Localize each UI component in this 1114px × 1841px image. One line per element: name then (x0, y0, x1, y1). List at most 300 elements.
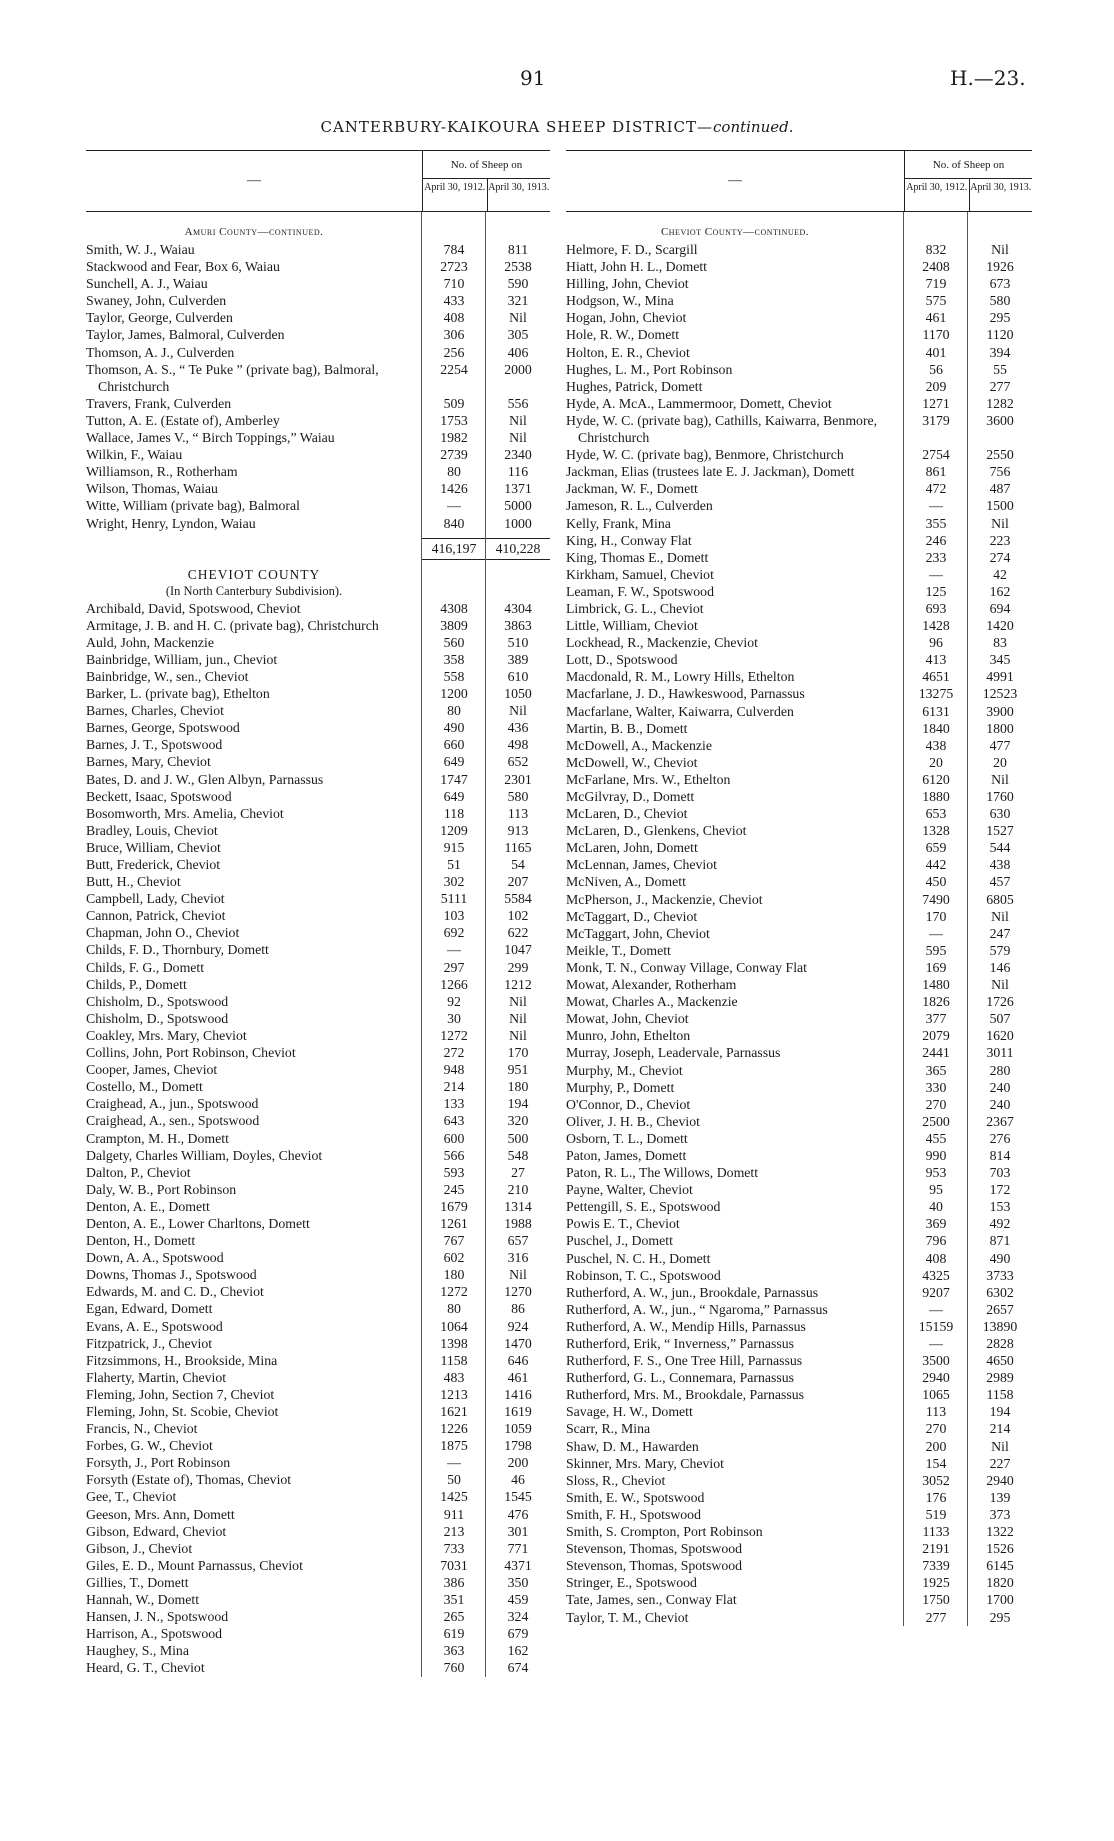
count-1912: 133 (443, 1096, 465, 1112)
table-row (566, 1557, 1032, 1574)
count-1913: Nil (509, 703, 527, 719)
owner-name: McGilvray, D., Domett (566, 789, 695, 804)
count-1912: 659 (925, 840, 947, 856)
count-1912: 796 (925, 1233, 947, 1249)
count-1912: 265 (443, 1609, 465, 1625)
count-1912: 3500 (922, 1353, 950, 1369)
count-1913: 394 (989, 344, 1011, 360)
count-1912: 595 (925, 942, 947, 958)
count-1913: 86 (511, 1301, 525, 1317)
table-row (566, 412, 1032, 446)
table-row (86, 702, 550, 719)
table-row (566, 1489, 1032, 1506)
owner-name: McDowell, A., Mackenzie (566, 737, 712, 753)
table-row (86, 1078, 550, 1095)
count-1913: 4991 (986, 669, 1014, 685)
document-reference: H.—23. (950, 66, 1026, 90)
table-row (86, 788, 550, 805)
table-row (86, 685, 550, 702)
count-1913: 46 (511, 1472, 525, 1488)
count-1913: 1820 (986, 1575, 1014, 1591)
count-1912: 450 (925, 874, 947, 890)
table-row (566, 1455, 1032, 1472)
owner-name: King, Thomas E., Domett (566, 549, 709, 565)
owner-name: Craighead, A., jun., Spotswood (86, 1096, 259, 1112)
count-1913: Nil (509, 993, 527, 1009)
count-1912: 30 (447, 1010, 461, 1026)
section-heading-amuri: Amuri County—continued. (184, 226, 324, 238)
owner-name: Costello, M., Domett (86, 1079, 203, 1095)
count-1913: 811 (507, 242, 529, 257)
table-row (566, 1506, 1032, 1523)
count-1913: 113 (507, 805, 529, 821)
count-1912: 270 (925, 1096, 947, 1112)
count-1913: Nil (509, 412, 527, 428)
table-row (86, 1027, 550, 1044)
owner-name: King, H., Conway Flat (566, 532, 692, 548)
owner-name: Wilkin, F., Waiau (86, 447, 183, 463)
count-1912: 490 (443, 720, 465, 736)
owner-name: Williamson, R., Rotherham (86, 464, 238, 480)
count-1912: 2723 (440, 259, 468, 275)
count-1912: 170 (925, 908, 947, 924)
table-row (86, 309, 550, 326)
count-1912: 103 (443, 908, 465, 924)
title-main: CANTERBURY-KAIKOURA SHEEP DISTRICT— (320, 118, 714, 136)
count-1913: 13890 (982, 1318, 1018, 1334)
count-1913: Nil (509, 1027, 527, 1043)
count-1913: 116 (507, 464, 529, 480)
count-1913: 476 (507, 1506, 529, 1522)
count-1912: 660 (443, 737, 465, 753)
table-row (566, 480, 1032, 497)
table-row (86, 839, 550, 856)
owner-name: McLaren, D., Glenkens, Cheviot (566, 823, 747, 839)
count-1913: 214 (989, 1421, 1011, 1437)
table-row (86, 634, 550, 651)
owner-name: Stackwood and Fear, Box 6, Waiau (86, 259, 280, 275)
count-1913: 227 (989, 1455, 1011, 1471)
count-1912: — (929, 566, 943, 582)
count-1913: 4304 (504, 600, 532, 616)
table-row (566, 942, 1032, 959)
owner-name: Hodgson, W., Mina (566, 293, 674, 309)
count-1912: — (929, 1336, 943, 1351)
count-1912: — (929, 925, 943, 941)
table-row (86, 1266, 550, 1283)
owner-name: Murphy, M., Cheviot (566, 1062, 683, 1078)
table-row (566, 446, 1032, 463)
count-1912: 233 (925, 549, 947, 565)
owner-name: Egan, Edward, Domett (86, 1301, 213, 1317)
table-row (86, 1506, 550, 1523)
table-row (566, 583, 1032, 600)
count-1912: 272 (443, 1045, 465, 1061)
count-1912: 2739 (440, 447, 468, 463)
count-1913: 630 (989, 806, 1011, 822)
table-row (566, 241, 1032, 258)
owner-name: Smith, E. W., Spotswood (566, 1489, 705, 1505)
count-1912: 1213 (440, 1386, 468, 1402)
count-1912: 1158 (440, 1352, 468, 1368)
table-row (566, 1284, 1032, 1301)
table-row (86, 1181, 550, 1198)
count-1913: 6805 (986, 891, 1014, 907)
count-1912: 256 (443, 344, 465, 360)
count-1912: 575 (925, 293, 947, 309)
table-row (86, 1318, 550, 1335)
header-dash: — (728, 173, 742, 188)
count-1912: 1428 (922, 618, 950, 634)
count-1912: 1266 (440, 976, 468, 992)
owner-name: Barnes, George, Spotswood (86, 720, 240, 736)
count-1912: 209 (925, 378, 947, 394)
table-row (566, 1044, 1032, 1061)
owner-name: Rutherford, Mrs. M., Brookdale, Parnassus (566, 1387, 804, 1403)
count-1913: 1470 (504, 1335, 532, 1351)
owner-name: Rutherford, F. S., One Tree Hill, Parnassus (566, 1353, 803, 1369)
owner-name: Savage, H. W., Domett (566, 1404, 693, 1420)
count-1912: 377 (925, 1011, 947, 1027)
owner-name: McLaren, D., Cheviot (566, 806, 688, 822)
count-1913: 180 (507, 1079, 529, 1095)
count-1912: 1226 (440, 1421, 468, 1437)
table-row (566, 771, 1032, 788)
owner-name: McFarlane, Mrs. W., Ethelton (566, 771, 731, 787)
owner-name: Taylor, George, Culverden (86, 310, 233, 326)
count-1912: 213 (443, 1523, 465, 1539)
count-1912: 593 (443, 1164, 465, 1180)
count-1912: 911 (443, 1506, 465, 1522)
count-1913: 1760 (986, 789, 1014, 804)
count-1912: 4651 (922, 669, 950, 685)
count-1912: 649 (443, 788, 465, 804)
count-1912: 408 (443, 310, 465, 326)
count-1912: 1840 (922, 720, 950, 736)
count-1913: 1700 (986, 1592, 1014, 1608)
column-1913-header: April 30, 1913. (969, 179, 1033, 211)
owner-name: Tate, James, sen., Conway Flat (566, 1592, 737, 1608)
left-table-body (86, 212, 550, 1677)
count-1913: 316 (507, 1250, 529, 1266)
count-1912: — (929, 1301, 943, 1317)
count-1912: 953 (925, 1165, 947, 1181)
table-row (566, 292, 1032, 309)
table-row (86, 446, 550, 463)
count-1912: 4308 (440, 600, 468, 616)
owner-name: Childs, F. D., Thornbury, Domett (86, 942, 269, 958)
table-row (566, 617, 1032, 634)
count-1912: 3179 (922, 412, 950, 428)
table-row (566, 720, 1032, 737)
owner-name: Osborn, T. L., Domett (566, 1130, 688, 1146)
count-1913: 350 (507, 1574, 529, 1590)
table-row (86, 275, 550, 292)
table-row (86, 326, 550, 343)
owner-name: Down, A. A., Spotswood (86, 1250, 224, 1266)
count-1913: 1322 (986, 1524, 1014, 1540)
table-row (566, 1574, 1032, 1591)
table-row (566, 1609, 1032, 1626)
owner-name: Bainbridge, W., sen., Cheviot (86, 668, 249, 684)
count-1913: 924 (507, 1318, 529, 1334)
owner-name: Cooper, James, Cheviot (86, 1062, 218, 1078)
owner-name: Helmore, F. D., Scargill (566, 242, 698, 257)
count-1913: 320 (507, 1113, 529, 1129)
count-1913: 590 (507, 276, 529, 292)
count-1913: 1270 (504, 1284, 532, 1300)
owner-name: Hughes, Patrick, Domett (566, 378, 703, 394)
count-1913: 580 (507, 788, 529, 804)
owner-name: Travers, Frank, Culverden (86, 395, 232, 411)
table-row (86, 1591, 550, 1608)
owner-name: Childs, P., Domett (86, 976, 187, 992)
count-1913: 247 (989, 925, 1011, 941)
count-1913: 498 (507, 737, 529, 753)
count-1913: Nil (509, 1267, 527, 1283)
count-1912: 840 (443, 515, 465, 531)
owner-name: Bradley, Louis, Cheviot (86, 822, 218, 838)
count-1913: 305 (507, 327, 529, 343)
count-1912: 990 (925, 1147, 947, 1163)
count-1913: 274 (989, 549, 1011, 565)
table-row (566, 668, 1032, 685)
count-1913: 492 (989, 1216, 1011, 1232)
count-1913: 3011 (986, 1045, 1014, 1061)
owner-name: Heard, G. T., Cheviot (86, 1660, 205, 1676)
count-1913: 146 (989, 959, 1011, 975)
count-1913: 27 (511, 1164, 525, 1180)
count-1913: 1500 (986, 498, 1014, 514)
owner-name: Wilson, Thomas, Waiau (86, 481, 218, 497)
count-1912: 509 (443, 395, 465, 411)
count-1912: 519 (925, 1506, 947, 1522)
owner-name: Thomson, A. S., “ Te Puke ” (private bag), Balmoral, Christchurch (86, 361, 379, 394)
table-row (566, 822, 1032, 839)
count-1912: 560 (443, 634, 465, 650)
count-1912: 438 (925, 737, 947, 753)
owner-name: Mowat, Alexander, Rotherham (566, 977, 737, 993)
count-1912: 3809 (440, 617, 468, 633)
table-row (86, 805, 550, 822)
table-row (86, 344, 550, 361)
owner-name: McTaggart, D., Cheviot (566, 908, 698, 924)
count-1912: 2500 (922, 1113, 950, 1129)
count-1912: 355 (925, 515, 947, 531)
count-1912: 1747 (440, 771, 468, 787)
count-1912: 693 (925, 600, 947, 616)
count-1913: 223 (989, 532, 1011, 548)
count-1913: 2657 (986, 1301, 1014, 1317)
owner-name: Macfarlane, J. D., Hawkeswood, Parnassus (566, 686, 805, 702)
count-1912: 80 (447, 703, 461, 719)
left-column-table (86, 150, 550, 1677)
count-1912: 413 (925, 652, 947, 668)
owner-name: Smith, F. H., Spotswood (566, 1506, 701, 1522)
table-row (566, 361, 1032, 378)
count-1913: 1059 (504, 1421, 532, 1437)
owner-name: Archibald, David, Spotswood, Cheviot (86, 600, 301, 616)
count-1913: 652 (507, 754, 529, 770)
count-1912: 915 (443, 839, 465, 855)
owner-name: Rutherford, A. W., jun., “ Ngaroma,” Parnassus (566, 1301, 828, 1317)
owner-name: Murphy, P., Domett (566, 1079, 675, 1095)
count-1913: 170 (507, 1045, 529, 1061)
count-1913: 172 (989, 1182, 1011, 1198)
owner-name: Murray, Joseph, Leadervale, Parnassus (566, 1045, 781, 1061)
table-row (86, 1488, 550, 1505)
table-row (566, 1027, 1032, 1044)
table-row (86, 1215, 550, 1232)
count-1913: 1000 (504, 515, 532, 531)
count-1913: 548 (507, 1147, 529, 1163)
count-1912: 270 (925, 1421, 947, 1437)
table-row (566, 891, 1032, 908)
amuri-rows (86, 241, 550, 532)
owner-name: Butt, H., Cheviot (86, 874, 181, 890)
table-row (566, 378, 1032, 395)
owner-name: Barnes, Charles, Cheviot (86, 703, 224, 719)
count-1913: 2940 (986, 1472, 1014, 1488)
owner-name: Rutherford, G. L., Connemara, Parnassus (566, 1370, 794, 1386)
count-1913: 194 (989, 1404, 1011, 1420)
sheep-count-title: No. of Sheep on (905, 151, 1032, 179)
count-1913: 580 (989, 293, 1011, 309)
table-row (566, 1352, 1032, 1369)
owner-name: Hyde, A. McA., Lammermoor, Domett, Cheviot (566, 395, 832, 411)
table-row (566, 1147, 1032, 1164)
owner-name: Holton, E. R., Cheviot (566, 344, 690, 360)
owner-name: Chapman, John O., Cheviot (86, 925, 240, 941)
owner-name: Stringer, E., Spotswood (566, 1575, 697, 1591)
owner-name: Forbes, G. W., Cheviot (86, 1438, 213, 1454)
owner-name: McLennan, James, Cheviot (566, 857, 717, 873)
table-row (86, 1437, 550, 1454)
count-1913: 1158 (986, 1387, 1014, 1403)
count-1913: 756 (989, 464, 1011, 480)
table-row (86, 736, 550, 753)
count-1913: 3900 (986, 703, 1014, 719)
count-1912: 1425 (440, 1489, 468, 1505)
right-column-table (566, 150, 1032, 1626)
owner-name: Stevenson, Thomas, Spotswood (566, 1541, 743, 1557)
count-1912: 2191 (922, 1541, 950, 1557)
owner-name: Bates, D. and J. W., Glen Albyn, Parnassus (86, 771, 324, 787)
count-1912: 767 (443, 1233, 465, 1249)
count-1913: 500 (507, 1130, 529, 1146)
count-1913: Nil (991, 515, 1009, 531)
table-row (566, 925, 1032, 942)
count-1912: 9207 (922, 1284, 950, 1300)
owner-name: Swaney, John, Culverden (86, 293, 227, 309)
table-row (566, 1096, 1032, 1113)
count-1912: 408 (925, 1250, 947, 1266)
table-row (566, 1232, 1032, 1249)
table-row (86, 1454, 550, 1471)
count-1913: 406 (507, 344, 529, 360)
owner-name: Dalton, P., Cheviot (86, 1164, 191, 1180)
count-1913: 6145 (986, 1558, 1014, 1574)
count-1912: 330 (925, 1079, 947, 1095)
owner-name: Munro, John, Ethelton (566, 1028, 691, 1044)
table-row (86, 873, 550, 890)
count-1912: 760 (443, 1660, 465, 1676)
count-1913: 1212 (504, 976, 532, 992)
owner-name: Cannon, Patrick, Cheviot (86, 908, 226, 924)
owner-name: McNiven, A., Domett (566, 874, 686, 890)
table-row (566, 1369, 1032, 1386)
count-1912: 92 (447, 993, 461, 1009)
count-1912: 692 (443, 925, 465, 941)
table-row (566, 1079, 1032, 1096)
table-row (86, 1403, 550, 1420)
count-1913: 389 (507, 651, 529, 667)
count-1913: 2000 (504, 361, 532, 377)
count-1912: 2754 (922, 447, 950, 463)
owner-name: Bruce, William, Cheviot (86, 839, 221, 855)
count-1912: 2408 (922, 259, 950, 275)
count-1913: 2340 (504, 447, 532, 463)
count-1912: 442 (925, 857, 947, 873)
owner-name: Beckett, Isaac, Spotswood (86, 788, 232, 804)
count-1912: 20 (929, 754, 943, 770)
count-1913: 200 (507, 1455, 529, 1471)
owner-name: Gibson, J., Cheviot (86, 1540, 193, 1556)
owner-name: Denton, H., Domett (86, 1233, 196, 1249)
count-1913: 461 (507, 1369, 529, 1385)
owner-name: Haughey, S., Mina (86, 1643, 189, 1659)
owner-name: Kirkham, Samuel, Cheviot (566, 566, 714, 582)
column-1912-header: April 30, 1912. (906, 182, 968, 193)
count-1913: 2538 (504, 259, 532, 275)
table-row (86, 1249, 550, 1266)
owner-name: Hyde, W. C. (private bag), Cathills, Kaiwarra, Benmore, Christchurch (566, 412, 878, 446)
count-1913: Nil (509, 310, 527, 326)
table-row (86, 976, 550, 993)
count-1913: 194 (507, 1096, 529, 1112)
table-row (566, 532, 1032, 549)
count-1913: 913 (507, 822, 529, 838)
owner-name: Jackman, Elias (trustees late E. J. Jackman), Domett (566, 464, 855, 480)
owner-name: Jackman, W. F., Domett (566, 481, 698, 497)
owner-name: Forsyth (Estate of), Thomas, Cheviot (86, 1472, 292, 1488)
table-row (566, 1198, 1032, 1215)
owner-name: Hansen, J. N., Spotswood (86, 1609, 229, 1625)
table-row (86, 1420, 550, 1437)
owner-name: McDowell, W., Cheviot (566, 754, 698, 770)
owner-name: Witte, William (private bag), Balmoral (86, 498, 300, 514)
table-row (86, 1198, 550, 1215)
table-row (86, 1232, 550, 1249)
count-1912: 719 (925, 276, 947, 292)
table-row (566, 634, 1032, 651)
count-1913: 1050 (504, 686, 532, 702)
count-1912: 6120 (922, 771, 950, 787)
table-row (566, 873, 1032, 890)
owner-name: Oliver, J. H. B., Cheviot (566, 1113, 700, 1129)
owner-name: Harrison, A., Spotswood (86, 1626, 223, 1642)
count-1913: 579 (989, 942, 1011, 958)
count-1913: 1047 (504, 942, 532, 958)
table-row (566, 839, 1032, 856)
owner-name: Butt, Frederick, Cheviot (86, 857, 221, 872)
owner-name: Little, William, Cheviot (566, 618, 698, 634)
count-1912: 1272 (440, 1027, 468, 1043)
owner-name: Hole, R. W., Domett (566, 327, 680, 343)
count-1913: 1165 (504, 839, 532, 855)
right-table-body (566, 212, 1032, 1626)
table-row (566, 326, 1032, 343)
